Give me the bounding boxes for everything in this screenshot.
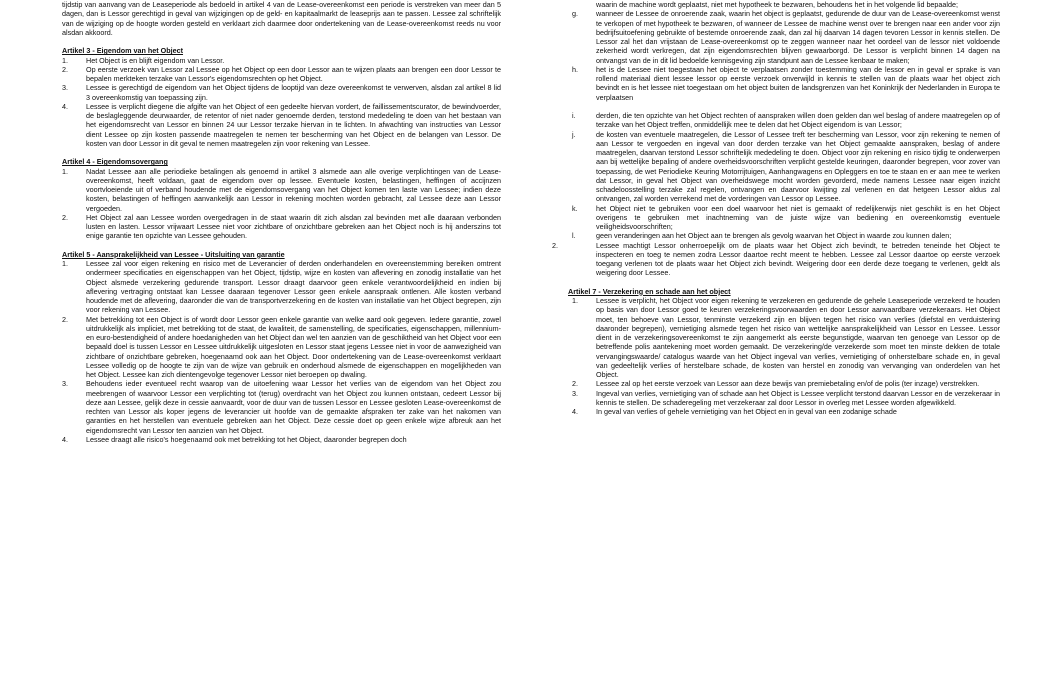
list-item: 1. Lessee is verplicht, het Object voor eigen rekening te verzekeren en gedurende de gehele Leaseperiode verzekerd te houden op basis van door Lessor goed te keuren verzekeringsvoorwaarden en door Lessor aanvaardbare verzekeraars. Het Object moet, ten behoeve van Lessor, tenminste verzekerd zijn en blijven tegen het risico van verlies (diefstal en verduistering daaronder begrepen), vernietiging alsmede tegen het risico van wettelijke aansprakelijkheid van Lessor en Lessee. Lessor dient in de verzekeringsovereenkomst te zijn aangemerkt als eerste begunstigde, waarvan ten genoege van Lessor op de betreffende polis aantekening moet worden gemaakt. De verzekering/de verzekerde som moet ten minste dekken de totale vervangingswaarde/ catalogus waarde van het Object ingeval van verlies, vernietiging of onherstelbare schade en, in geval van gedeeltelijk verlies of herstelbare schade, de kosten van herstel en zonodig van vervanging van onderdelen van het Object. — [572, 296, 1000, 379]
article-7-heading: Artikel 7 - Verzekering en schade aan het object — [568, 286, 731, 296]
left-column — [62, 0, 501, 444]
right-column — [552, 0, 1000, 416]
list-item: 3. Ingeval van verlies, vernietiging van of schade aan het Object is Lessee verplicht terstond daarvan Lessor en de verzekeraar in kennis te stellen. De schaderegeling met verzekeraar zal door Lessor in overleg met Lessee worden afgewikkeld. — [572, 388, 1000, 407]
intro-paragraph: tijdstip van aanvang van de Leaseperiode als bedoeld in artikel 4 van de Lease-overeenkomst een periode is verstreken van meer dan 5 dagen, dan is Lessor gerechtigd in geval van wijzigingen op de geld- en kapitaalmarkt de leaseprijs aan te passen. Lessee zal schriftelijk van de wijziging op de hoogte worden gesteld en verklaart zich daarmee door ondertekening van de Lease-overeenkomst reeds nu voor alsdan akkoord. — [62, 0, 501, 37]
continued-paragraph: waarin de machine wordt geplaatst, niet met hypotheek te bezwaren, behoudens het in het volgende lid bepaalde; — [596, 0, 959, 9]
list-item: 4. Lessee draagt alle risico's hoegenaamd ook met betrekking tot het Object, daaronder begrepen doch — [62, 434, 407, 444]
list-item: 1. Lessee zal voor eigen rekening en risico met de Leverancier of derden onderhandelen en overeenstemming bereiken omtrent ondermeer specificaties en eigenschappen van het Object, tijdstip, wijze en kosten van aflevering en zonodig installatie van het Object alsmede verzekering gedurende transport. Lessor draagt daarvoor geen enkele verantwoordelijkheid en indien bij aflevering vertraging ontstaat kan Lessee daaraan tegenover Lessor geen enkele aanspraak ontlenen. Alle kosten verband houdende met de aflevering, daaronder die van de transportverzekering en de kosten van installatie van het Object begrepen, zijn voor rekening van Lessee. — [62, 259, 501, 315]
list-item: 3. Behoudens ieder eventueel recht waarop van de uitoefening waar Lessor het verlies van de eigendom van het Object zou meebrengen of waarvoor Lessor een verplichting tot (terug) overdracht van het Object zou kunnen ontstaan, cedeert Lessor bij deze aan Lessee, gelijk deze in cessie aanvaardt, voor de duur van de tussen Lessor en Lessee gesloten Lease-overeenkomst de rechten van Lessor als koper jegens de leverancier uit hoofde van de gemaakte afspraken ter zake van het nakomen van garanties en het herstellen van eventuele gebreken aan het Object. Deze cessie doet op geen enkele wijze afbreuk aan het eigendomsrecht van Lessor ten aanzien van het Object. — [62, 379, 501, 435]
article-5-heading: Artikel 5 - Aansprakelijkheid van Lessee - Uitsluiting van garantie — [62, 249, 285, 259]
list-item: 2. Op eerste verzoek van Lessor zal Lessee op het Object op een door Lessor aan te wijzen plaats aan brengen een door Lessor te bepalen merkteken terzake van Lessor's eigendomsrechten op het Object. — [62, 64, 501, 83]
list-item: 2. Lessee machtigt Lessor onherroepelijk om de plaats waar het Object zich bevindt, te betreden teneinde het Object te inspecteren en toeg te nemen zodra Lessor daartoe recht meent te hebben. Lessee zal Lessor daartoe op eerste verzoek toegang verlenen tot de plaats waar het Object zich bevindt. Weigering door een derde deze toegang te verlenen, geldt als weigering door Lessee. — [552, 240, 1000, 278]
list-item: 4. Lessee is verplicht diegene die afgifte van het Object of een gedeelte hiervan vordert, de faillissementscurator, de bewindvoerder, de beslagleggende deurwaarder, de retentor of niet nader genoemde derden, terstond mededeling te doen van het bestaan van het eigendomsrecht van Lessor en binnen 24 uur Lessor terzake hiervan in te lichten. In afwachting van instructies van Lessor dient Lessee op zijn kosten passende maatregelen te nemen ter bescherming van het Object en de belangen van Lessor. De kosten van door Lessor in dit geval te nemen maatregelen zijn voor rekening van Lessee. — [62, 101, 501, 148]
list-item: 1. Nadat Lessee aan alle periodieke betalingen als genoemd in artikel 3 alsmede aan alle overige verplichtingen van de Lease-overeenkomst, heeft voldaan, gaat de eigendom over op lessee. Eventuele kosten, belastingen, heffingen of accijnzen voortvloeiende uit of verband houdende met de eigendomsovergang van het Object komen ten laste van Lessee; indien deze kosten, belastingen of heffingen aanvankelijk aan Lessor in rekening mochten worden gebracht, zal Lessee deze aan Lessor vergoeden. — [62, 166, 501, 213]
list-item: 2. Het Object zal aan Lessee worden overgedragen in de staat waarin dit zich alsdan zal bevinden met alle daaraan verbonden lusten en lasten. Lessor vrijwaart Lessee niet voor zichtbare of onzichtbare gebreken aan het Object noch is hij anderszins tot enige garantie ten opzichte van Lessee gehouden. — [62, 212, 501, 241]
list-item: 1. Het Object is en blijft eigendom van Lessor. — [62, 55, 225, 65]
list-item: 3. Lessee is gerechtigd de eigendom van het Object tijdens de looptijd van deze overeenkomst te verwerven, alsdan zal artikel 8 lid 3 overeenkomstig van toepassing zijn. — [62, 83, 501, 102]
list-item: j. de kosten van eventuele maatregelen, die Lessor of Lessee treft ter bescherming van Lessor, voor zijn rekening te nemen of aan Lessor te vergoeden en ingeval van door derden terzake van het Object gemaakte aanspraken, beslag of andere maatregelen, daarvan terstond Lessor schriftelijk mededeling te doen. Object voor zijn rekening en risico tijdig te onderwerpen aan bij wettelijke bepaling of andere overheidsvoorschriften verplicht gestelde keuringen, daaronder begrepen, voor zover van toepassing, de wet Periodieke Keuring Motorrijtuigen, Aanhangwagens en Opleggers en toe te staan en er aan mee te werken dat Lessor, in geval het Object van overheidswege mocht worden gevorderd, mede namens Lessee naar eigen inzicht schadeloosstelling terzake zal regelen, ontvangen en daarvoor kwijting zal verlenen en dat hetgeen Lessor aldus zal ontvangen, zal worden verrekend met de vorderingen van Lessor op Lessee. — [572, 129, 1000, 204]
list-item: 2. Met betrekking tot een Object is of wordt door Lessor geen enkele garantie van welke aard ook gegeven. Iedere garantie, zowel uitdrukkelijk als impliciet, met betrekking tot de staat, de kwaliteit, de samenstelling, de specificaties, eigenschappen, millennium-en euro-bestendigheid of andere hoedanigheden van het Object dan wel ten aanzien van de geschiktheid van het Object voor een bepaald doel is tussen Lessor en Lessee uitdrukkelijk uitgesloten en Lessor staat jegens Lessee niet in voor de aanwezigheid van zichtbare of onzichtbare gebreken, hoegenaamd ook aan het Object. Door ondertekening van de Lease-overeenkomst verklaart Lessee volledig op de hoogte te zijn van de wijze van gebruik en onderhoud alsmede de eigenschappen en mogelijkheden van het Object. Lessee kan zich dientengevolge tegenover Lessor niet beroepen op dwaling. — [62, 314, 501, 379]
list-item: 2. Lessee zal op het eerste verzoek van Lessor aan deze bewijs van premiebetaling en/of de polis (ter inzage) verstrekken. — [572, 379, 980, 389]
article-3-heading: Artikel 3 - Eigendom van het Object — [62, 46, 184, 56]
list-item: h. het is de Lessee niet toegestaan het object te verplaatsen zonder toestemming van de lessor en in geval er sprake is van rollend materiaal dient lessee lessor op eerste verzoek onverwijld in kennis te stellen van de plaats waar het object zich bevindt en is het lessee niet toegestaan om het object buiten de landsgrenzen van het Koninkrijk der Nederlanden in Europa te verplaatsen — [572, 64, 1000, 102]
list-item: i. derden, die ten opzichte van het Object rechten of aanspraken willen doen gelden dan wel beslag of andere maatregelen op of terzake van het Object treffen, onmiddellijk mee te delen dat het Object eigendom is van Lessor; — [572, 111, 1000, 130]
article-4-heading: Artikel 4 - Eigendomsovergang — [62, 157, 168, 167]
list-item: k. het Object niet te gebruiken voor een doel waarvoor het niet is gemaakt of redelijkerwijs niet geschikt is en het Object overigens te gebruiken met inachtneming van de juiste wijze van bediening en overeenkomstig eventuele veiligheidsvoorschriften; — [572, 203, 1000, 231]
list-item: 4. In geval van verlies of gehele vernietiging van het Object en in geval van een zodanige schade — [572, 407, 897, 416]
list-item: g. wanneer de Lessee de onroerende zaak, waarin het object is geplaatst, gedurende de duur van de Lease-overeenkomst wenst te verkopen of met hypotheek te bezwaren, of wanneer de Lessee de machine wenst over te brengen naar een ander voor zijn bedrijfsuitoefening gebruikte of bestemde onroerende zaak, dan zal hij daarvan 14 dagen tevoren Lessor in kennis stellen. De Lessor zal het dan vrijstaan de Lease-overeenkomst op te zeggen wanneer naar het oordeel van de lessor niet voldoende zekerheid wordt verkregen, dat zijn eigendomsrechten blijven gewaarborgd. De Lessor is verplicht binnen 14 dagen na ontvangst van de in dit lid bedoelde kennisgeving zijn standpunt aan de Lessee kenbaar te maken; — [572, 9, 1000, 65]
list-item: l. geen veranderingen aan het Object aan te brengen als gevolg waarvan het Object in waarde zou kunnen dalen; — [572, 231, 952, 241]
